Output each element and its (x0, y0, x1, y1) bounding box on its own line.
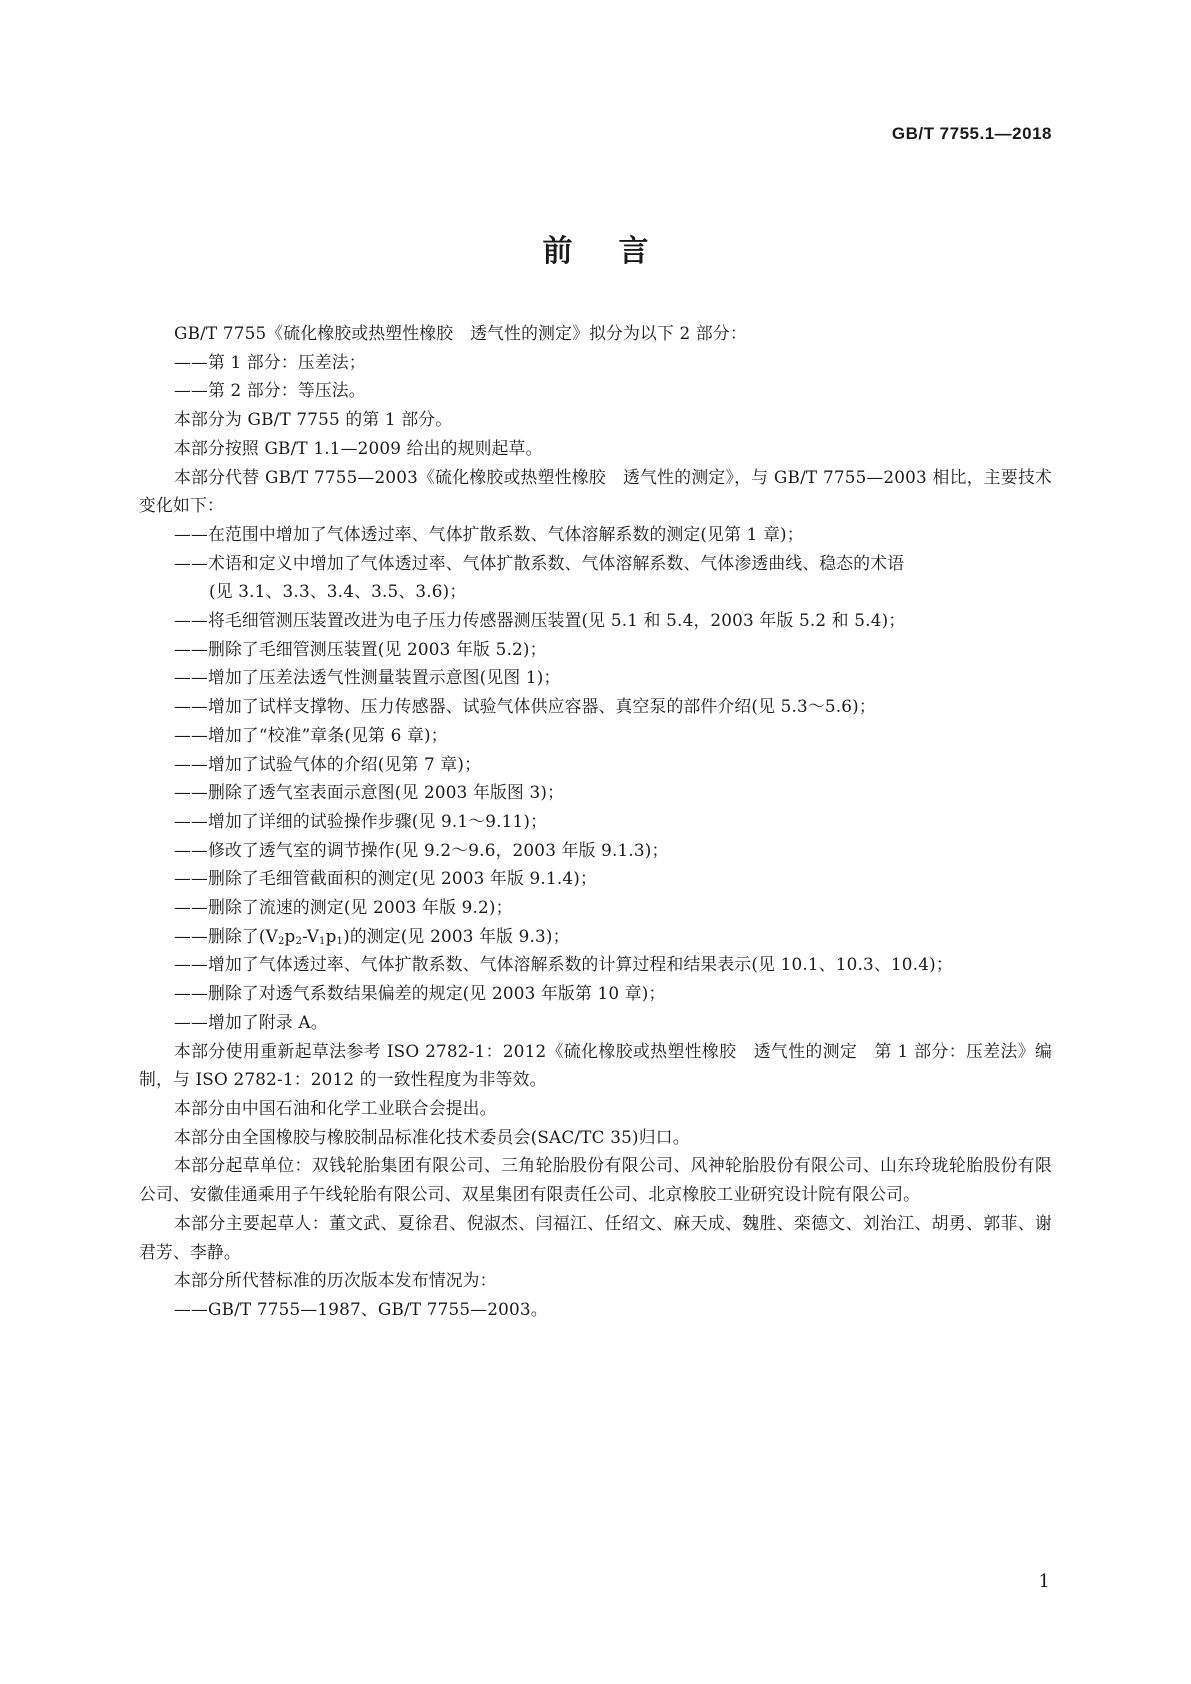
standard-code: GB/T 7755.1—2018 (891, 124, 1052, 143)
list-item: ——在范围中增加了气体透过率、气体扩散系数、气体溶解系数的测定(见第 1 章)； (174, 523, 804, 544)
paragraph: 本部分主要起草人：董文武、夏徐君、倪淑杰、闫福江、任绍文、麻天成、魏胜、栾德文、刘治江、胡勇、郭菲、谢君芳、李静。 (139, 1212, 1052, 1262)
list-item: ——GB/T 7755—1987、GB/T 7755—2003。 (174, 1298, 548, 1319)
page-number: 1 (1038, 1571, 1050, 1592)
list-item: ——将毛细管测压装置改进为电子压力传感器测压装置(见 5.1 和 5.4，2003 年版 5.2 和 5.4)； (174, 610, 906, 631)
text-fragment: p (284, 925, 296, 946)
list-item: ——删除了毛细管截面积的测定(见 2003 年版 9.1.4)； (174, 868, 597, 889)
subscript: 1 (319, 935, 326, 947)
foreword-body (139, 319, 1052, 1324)
paragraph: 本部分起草单位：双钱轮胎集团有限公司、三角轮胎股份有限公司、风神轮胎股份有限公司、山东玲珑轮胎股份有限公司、安徽佳通乘用子午线轮胎有限公司、双星集团有限责任公司、北京橡胶工业研究设计院有限公司。 (139, 1155, 1052, 1205)
list-item-formula (139, 922, 1052, 951)
subscript: 2 (277, 935, 285, 947)
list-item: ——增加了气体透过率、气体扩散系数、气体溶解系数的计算过程和结果表示(见 10.1、10.3、10.4)； (174, 954, 953, 975)
paragraph: GB/T 7755《硫化橡胶或热塑性橡胶 透气性的测定》拟分为以下 2 部分： (174, 323, 747, 343)
list-item: ——增加了附录 A。 (174, 1011, 328, 1032)
list-item: ——增加了压差法透气性测量装置示意图(见图 1)； (174, 667, 561, 688)
subscript: 2 (295, 935, 303, 947)
list-item: ——删除了对透气系数结果偏差的规定(见 2003 年版第 10 章)； (174, 983, 666, 1004)
text-fragment: p (325, 925, 337, 946)
paragraph: 本部分按照 GB/T 1.1—2009 给出的规则起草。 (174, 437, 543, 458)
page-title: 前言 (542, 234, 695, 269)
list-item: ——第 1 部分：压差法； (174, 351, 366, 372)
list-item: ——增加了试验气体的介绍(见第 7 章)； (174, 753, 482, 774)
list-item: ——增加了“校准”章条(见第 6 章)； (174, 724, 448, 745)
paragraph: 本部分为 GB/T 7755 的第 1 部分。 (174, 409, 453, 430)
text-fragment: ——删除了(V (174, 925, 278, 946)
list-item: ——增加了详细的试验操作步骤(见 9.1～9.11)； (174, 810, 548, 831)
text-fragment: )的测定(见 2003 年版 9.3)； (343, 925, 570, 946)
subscript: 1 (336, 935, 344, 947)
list-item-line: ——术语和定义中增加了气体透过率、气体扩散系数、气体溶解系数、气体渗透曲线、稳态的术语 (174, 552, 905, 573)
paragraph: 本部分代替 GB/T 7755—2003《硫化橡胶或热塑性橡胶 透气性的测定》，与 GB/T 7755—2003 相比，主要技术变化如下： (139, 466, 1052, 516)
paragraph: 本部分使用重新起草法参考 ISO 2782-1：2012《硫化橡胶或热塑性橡胶 透气性的测定 第 1 部分：压差法》编制，与 ISO 2782-1：2012 的一致性程度为非等效。 (139, 1040, 1052, 1090)
paragraph: 本部分所代替标准的历次版本发布情况为： (174, 1270, 497, 1291)
paragraph: 本部分由全国橡胶与橡胶制品标准化技术委员会(SAC/TC 35)归口。 (174, 1126, 690, 1147)
list-item: ——第 2 部分：等压法。 (174, 380, 366, 401)
list-item: ——修改了透气室的调节操作(见 9.2～9.6，2003 年版 9.1.3)； (174, 839, 669, 860)
text-fragment: -V (302, 925, 320, 946)
list-item: ——增加了试样支撑物、压力传感器、试验气体供应容器、真空泵的部件介绍(见 5.3～5.6)； (174, 696, 876, 717)
list-item: ——删除了透气室表面示意图(见 2003 年版图 3)； (174, 782, 565, 803)
list-item (139, 549, 1052, 606)
list-item: ——删除了毛细管测压装置(见 2003 年版 5.2)； (174, 638, 547, 659)
list-item: ——删除了流速的测定(见 2003 年版 9.2)； (174, 897, 513, 918)
list-item-continuation: (见 3.1、3.3、3.4、3.5、3.6)； (209, 581, 467, 602)
paragraph: 本部分由中国石油和化学工业联合会提出。 (174, 1097, 497, 1118)
